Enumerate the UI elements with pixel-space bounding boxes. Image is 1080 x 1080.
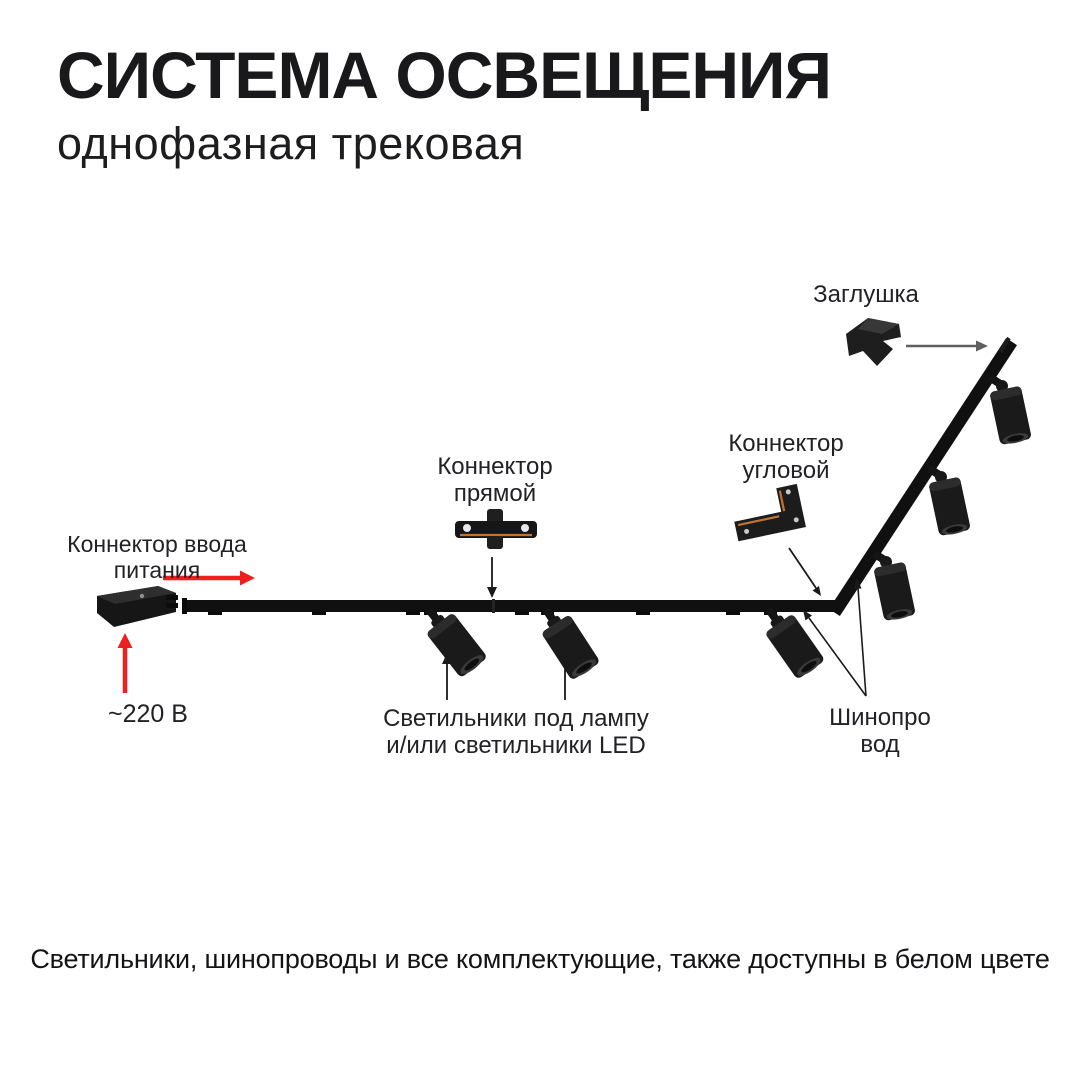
corner-connector-arrow: [789, 548, 821, 596]
voltage-label: ~220 В: [108, 700, 188, 728]
straight-connector-arrow: [487, 557, 497, 598]
busbar-horizontal: [182, 598, 842, 615]
spotlight-diagonal-2: [927, 465, 971, 537]
spotlight-diagonal-3: [872, 550, 916, 622]
availability-note: Светильники, шинопроводы и все комплектующие, также доступны в белом цвете: [30, 944, 1050, 974]
spotlight-diagonal-1: [988, 374, 1032, 446]
fixtures-label: Светильники под лампу и/или светильники LED: [383, 705, 649, 759]
power-input-connector-graphic: [97, 586, 178, 627]
busbar-label: Шинопро вод: [829, 704, 931, 758]
busbar-arrow-diagonal: [854, 578, 866, 696]
page-title: СИСТЕМА ОСВЕЩЕНИЯ: [57, 38, 831, 112]
corner-connector-graphic: [729, 484, 806, 541]
end-cap-arrow: [906, 341, 988, 352]
page-subtitle: однофазная трековая: [57, 118, 525, 169]
straight-connector-label: Коннектор прямой: [437, 453, 553, 507]
end-cap-graphic: [846, 318, 901, 366]
corner-connector-label: Коннектор угловой: [728, 430, 844, 484]
busbar-diagonal: [838, 338, 1009, 607]
end-cap-label: Заглушка: [813, 281, 919, 308]
power-connector-label: Коннектор ввода питания: [67, 531, 247, 583]
voltage-arrow: [118, 633, 133, 693]
straight-connector-graphic: [455, 509, 537, 549]
